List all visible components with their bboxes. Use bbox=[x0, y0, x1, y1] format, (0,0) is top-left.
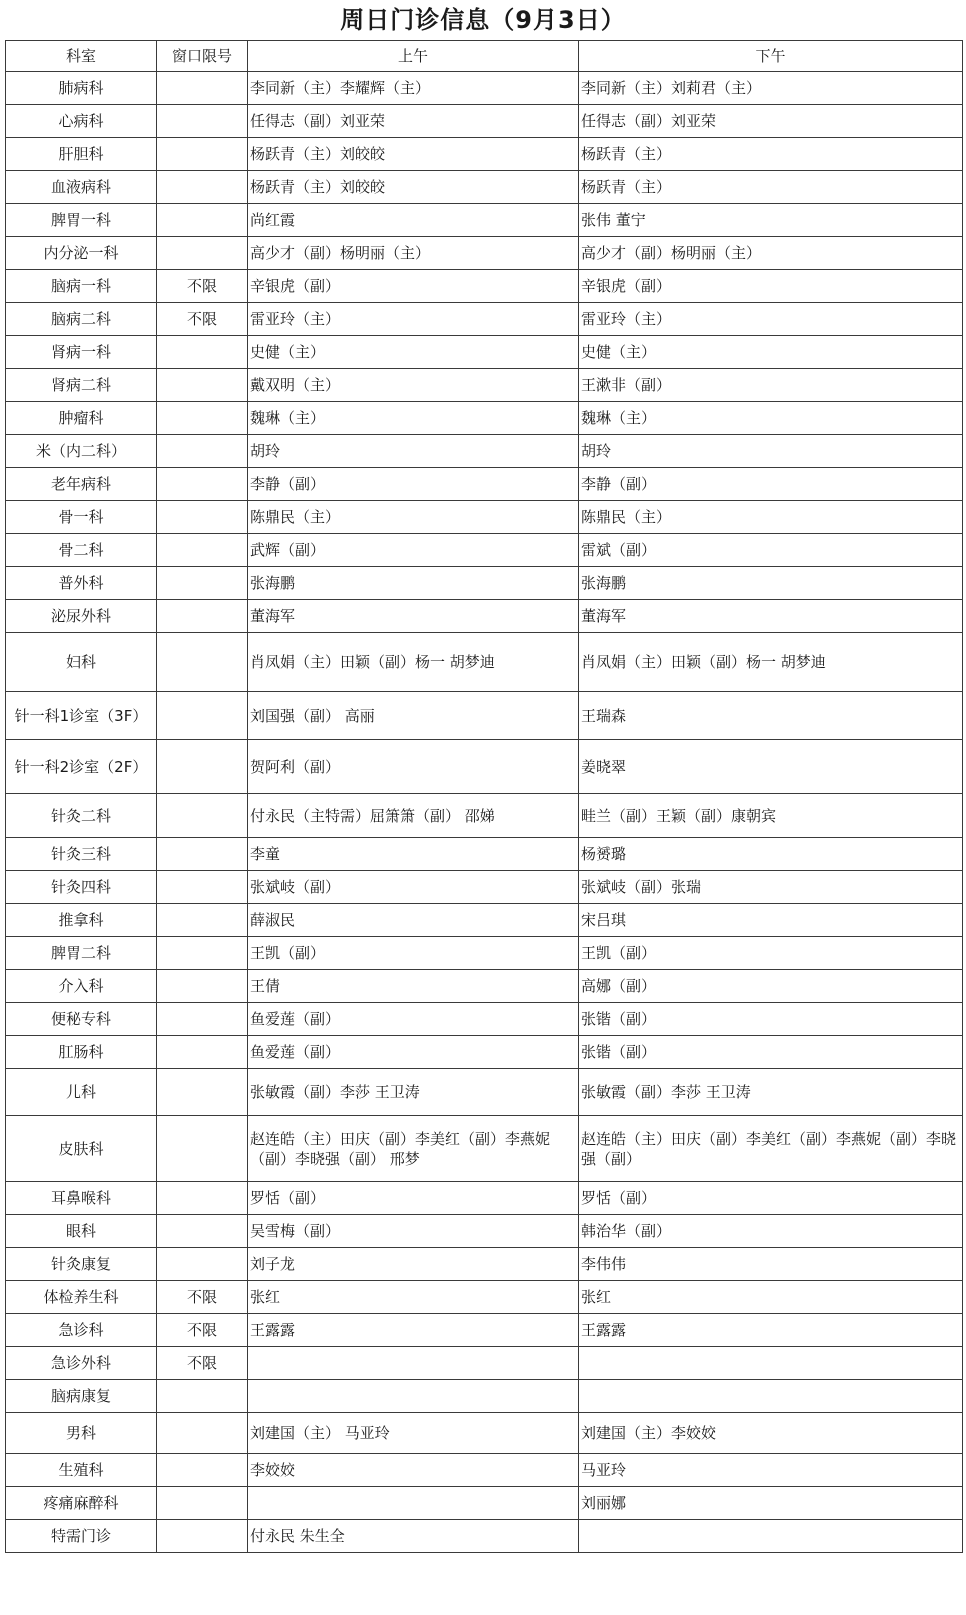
table-row bbox=[6, 1380, 963, 1413]
dept-cell: 针灸二科 bbox=[6, 794, 157, 838]
dept-cell: 急诊科 bbox=[6, 1314, 157, 1347]
afternoon-cell: 李伟伟 bbox=[579, 1248, 963, 1281]
dept-cell: 肝胆科 bbox=[6, 138, 157, 171]
morning-cell bbox=[248, 1487, 579, 1520]
dept-cell: 针一科2诊室（2F） bbox=[6, 740, 157, 794]
morning-cell: 张敏霞（副）李莎 王卫涛 bbox=[248, 1069, 579, 1116]
limit-cell bbox=[157, 402, 248, 435]
table-row bbox=[6, 633, 963, 692]
dept-cell: 儿科 bbox=[6, 1069, 157, 1116]
afternoon-cell: 李静（副） bbox=[579, 468, 963, 501]
dept-cell: 脾胃一科 bbox=[6, 204, 157, 237]
morning-cell: 李静（副） bbox=[248, 468, 579, 501]
dept-cell: 便秘专科 bbox=[6, 1003, 157, 1036]
dept-cell: 肿瘤科 bbox=[6, 402, 157, 435]
header-morning: 上午 bbox=[248, 41, 579, 72]
table-row bbox=[6, 534, 963, 567]
morning-cell bbox=[248, 1380, 579, 1413]
table-row bbox=[6, 904, 963, 937]
table-row bbox=[6, 600, 963, 633]
schedule-body bbox=[6, 72, 963, 1553]
table-row bbox=[6, 105, 963, 138]
afternoon-cell: 刘丽娜 bbox=[579, 1487, 963, 1520]
dept-cell: 介入科 bbox=[6, 970, 157, 1003]
afternoon-cell: 张锴（副） bbox=[579, 1036, 963, 1069]
limit-cell bbox=[157, 105, 248, 138]
dept-cell: 内分泌一科 bbox=[6, 237, 157, 270]
limit-cell bbox=[157, 1248, 248, 1281]
morning-cell: 贺阿利（副） bbox=[248, 740, 579, 794]
dept-cell: 米（内二科） bbox=[6, 435, 157, 468]
header-afternoon: 下午 bbox=[579, 41, 963, 72]
dept-cell: 骨一科 bbox=[6, 501, 157, 534]
limit-cell bbox=[157, 534, 248, 567]
morning-cell: 任得志（副）刘亚荣 bbox=[248, 105, 579, 138]
dept-cell: 针灸三科 bbox=[6, 838, 157, 871]
limit-cell: 不限 bbox=[157, 303, 248, 336]
afternoon-cell: 雷亚玲（主） bbox=[579, 303, 963, 336]
afternoon-cell bbox=[579, 1347, 963, 1380]
table-row bbox=[6, 138, 963, 171]
table-row bbox=[6, 1069, 963, 1116]
table-row bbox=[6, 1314, 963, 1347]
table-row bbox=[6, 1413, 963, 1454]
dept-cell: 特需门诊 bbox=[6, 1520, 157, 1553]
limit-cell bbox=[157, 204, 248, 237]
limit-cell bbox=[157, 692, 248, 740]
dept-cell: 男科 bbox=[6, 1413, 157, 1454]
afternoon-cell: 杨赟璐 bbox=[579, 838, 963, 871]
limit-cell bbox=[157, 794, 248, 838]
limit-cell bbox=[157, 871, 248, 904]
afternoon-cell: 辛银虎（副） bbox=[579, 270, 963, 303]
dept-cell: 心病科 bbox=[6, 105, 157, 138]
limit-cell bbox=[157, 1380, 248, 1413]
limit-cell bbox=[157, 970, 248, 1003]
morning-cell: 杨跃青（主）刘皎皎 bbox=[248, 138, 579, 171]
afternoon-cell: 赵连皓（主）田庆（副）李美红（副）李燕妮（副）李晓强（副） bbox=[579, 1116, 963, 1182]
afternoon-cell: 罗恬（副） bbox=[579, 1182, 963, 1215]
afternoon-cell: 宋吕琪 bbox=[579, 904, 963, 937]
afternoon-cell: 畦兰（副）王颖（副）康朝宾 bbox=[579, 794, 963, 838]
table-row bbox=[6, 501, 963, 534]
limit-cell bbox=[157, 600, 248, 633]
dept-cell: 骨二科 bbox=[6, 534, 157, 567]
table-row bbox=[6, 1215, 963, 1248]
afternoon-cell: 董海军 bbox=[579, 600, 963, 633]
afternoon-cell: 王漱非（副） bbox=[579, 369, 963, 402]
morning-cell: 王倩 bbox=[248, 970, 579, 1003]
limit-cell bbox=[157, 838, 248, 871]
limit-cell bbox=[157, 740, 248, 794]
schedule-table bbox=[5, 40, 963, 1553]
table-row bbox=[6, 1182, 963, 1215]
afternoon-cell: 张锴（副） bbox=[579, 1003, 963, 1036]
afternoon-cell: 李同新（主）刘莉君（主） bbox=[579, 72, 963, 105]
dept-cell: 疼痛麻醉科 bbox=[6, 1487, 157, 1520]
table-row bbox=[6, 204, 963, 237]
table-row bbox=[6, 937, 963, 970]
limit-cell bbox=[157, 1413, 248, 1454]
morning-cell: 武辉（副） bbox=[248, 534, 579, 567]
morning-cell: 魏琳（主） bbox=[248, 402, 579, 435]
afternoon-cell: 肖凤娟（主）田颖（副）杨一 胡梦迪 bbox=[579, 633, 963, 692]
limit-cell bbox=[157, 468, 248, 501]
limit-cell bbox=[157, 904, 248, 937]
table-row bbox=[6, 270, 963, 303]
header-dept: 科室 bbox=[6, 41, 157, 72]
table-row bbox=[6, 1281, 963, 1314]
table-row bbox=[6, 369, 963, 402]
morning-cell: 刘国强（副） 高丽 bbox=[248, 692, 579, 740]
morning-cell: 李姣姣 bbox=[248, 1454, 579, 1487]
limit-cell bbox=[157, 1487, 248, 1520]
header-limit: 窗口限号 bbox=[157, 41, 248, 72]
afternoon-cell: 张敏霞（副）李莎 王卫涛 bbox=[579, 1069, 963, 1116]
limit-cell bbox=[157, 1116, 248, 1182]
morning-cell: 刘建国（主） 马亚玲 bbox=[248, 1413, 579, 1454]
table-row bbox=[6, 567, 963, 600]
morning-cell: 鱼爱莲（副） bbox=[248, 1036, 579, 1069]
afternoon-cell: 张红 bbox=[579, 1281, 963, 1314]
limit-cell bbox=[157, 501, 248, 534]
table-row bbox=[6, 970, 963, 1003]
limit-cell bbox=[157, 171, 248, 204]
table-row bbox=[6, 794, 963, 838]
dept-cell: 肾病二科 bbox=[6, 369, 157, 402]
morning-cell: 李同新（主）李耀辉（主） bbox=[248, 72, 579, 105]
dept-cell: 脑病康复 bbox=[6, 1380, 157, 1413]
header-row bbox=[6, 41, 963, 72]
table-row bbox=[6, 171, 963, 204]
morning-cell: 赵连皓（主）田庆（副）李美红（副）李燕妮（副）李晓强（副） 邢梦 bbox=[248, 1116, 579, 1182]
morning-cell: 张斌岐（副） bbox=[248, 871, 579, 904]
morning-cell bbox=[248, 1347, 579, 1380]
limit-cell: 不限 bbox=[157, 270, 248, 303]
table-row bbox=[6, 303, 963, 336]
dept-cell: 肛肠科 bbox=[6, 1036, 157, 1069]
morning-cell: 刘子龙 bbox=[248, 1248, 579, 1281]
afternoon-cell: 高少才（副）杨明丽（主） bbox=[579, 237, 963, 270]
limit-cell bbox=[157, 1215, 248, 1248]
limit-cell bbox=[157, 937, 248, 970]
limit-cell bbox=[157, 435, 248, 468]
afternoon-cell: 韩治华（副） bbox=[579, 1215, 963, 1248]
dept-cell: 脑病二科 bbox=[6, 303, 157, 336]
limit-cell: 不限 bbox=[157, 1347, 248, 1380]
table-row bbox=[6, 1003, 963, 1036]
table-row bbox=[6, 237, 963, 270]
limit-cell bbox=[157, 1069, 248, 1116]
afternoon-cell: 雷斌（副） bbox=[579, 534, 963, 567]
afternoon-cell: 姜晓翠 bbox=[579, 740, 963, 794]
dept-cell: 针灸四科 bbox=[6, 871, 157, 904]
dept-cell: 泌尿外科 bbox=[6, 600, 157, 633]
limit-cell bbox=[157, 336, 248, 369]
morning-cell: 肖凤娟（主）田颖（副）杨一 胡梦迪 bbox=[248, 633, 579, 692]
table-row bbox=[6, 740, 963, 794]
afternoon-cell: 马亚玲 bbox=[579, 1454, 963, 1487]
morning-cell: 张红 bbox=[248, 1281, 579, 1314]
limit-cell bbox=[157, 1036, 248, 1069]
afternoon-cell: 刘建国（主）李姣姣 bbox=[579, 1413, 963, 1454]
table-row bbox=[6, 1036, 963, 1069]
morning-cell: 王露露 bbox=[248, 1314, 579, 1347]
afternoon-cell: 胡玲 bbox=[579, 435, 963, 468]
afternoon-cell: 魏琳（主） bbox=[579, 402, 963, 435]
afternoon-cell bbox=[579, 1520, 963, 1553]
table-row bbox=[6, 1347, 963, 1380]
morning-cell: 史健（主） bbox=[248, 336, 579, 369]
dept-cell: 脑病一科 bbox=[6, 270, 157, 303]
afternoon-cell: 张伟 董宁 bbox=[579, 204, 963, 237]
limit-cell bbox=[157, 633, 248, 692]
morning-cell: 李童 bbox=[248, 838, 579, 871]
dept-cell: 生殖科 bbox=[6, 1454, 157, 1487]
dept-cell: 老年病科 bbox=[6, 468, 157, 501]
morning-cell: 戴双明（主） bbox=[248, 369, 579, 402]
dept-cell: 急诊外科 bbox=[6, 1347, 157, 1380]
dept-cell: 妇科 bbox=[6, 633, 157, 692]
table-row bbox=[6, 72, 963, 105]
morning-cell: 鱼爱莲（副） bbox=[248, 1003, 579, 1036]
dept-cell: 推拿科 bbox=[6, 904, 157, 937]
limit-cell bbox=[157, 237, 248, 270]
limit-cell bbox=[157, 369, 248, 402]
table-row bbox=[6, 435, 963, 468]
afternoon-cell: 杨跃青（主） bbox=[579, 171, 963, 204]
table-row bbox=[6, 402, 963, 435]
dept-cell: 普外科 bbox=[6, 567, 157, 600]
limit-cell bbox=[157, 1003, 248, 1036]
afternoon-cell: 史健（主） bbox=[579, 336, 963, 369]
afternoon-cell: 高娜（副） bbox=[579, 970, 963, 1003]
table-row bbox=[6, 692, 963, 740]
table-row bbox=[6, 1116, 963, 1182]
afternoon-cell: 任得志（副）刘亚荣 bbox=[579, 105, 963, 138]
morning-cell: 薛淑民 bbox=[248, 904, 579, 937]
dept-cell: 体检养生科 bbox=[6, 1281, 157, 1314]
limit-cell: 不限 bbox=[157, 1314, 248, 1347]
table-row bbox=[6, 1487, 963, 1520]
morning-cell: 王凯（副） bbox=[248, 937, 579, 970]
afternoon-cell: 张斌岐（副）张瑞 bbox=[579, 871, 963, 904]
table-row bbox=[6, 871, 963, 904]
dept-cell: 肺病科 bbox=[6, 72, 157, 105]
limit-cell bbox=[157, 1454, 248, 1487]
morning-cell: 辛银虎（副） bbox=[248, 270, 579, 303]
table-row bbox=[6, 1520, 963, 1553]
dept-cell: 眼科 bbox=[6, 1215, 157, 1248]
afternoon-cell: 陈鼎民（主） bbox=[579, 501, 963, 534]
limit-cell: 不限 bbox=[157, 1281, 248, 1314]
afternoon-cell: 王凯（副） bbox=[579, 937, 963, 970]
page-title: 周日门诊信息（9月3日） bbox=[340, 6, 626, 34]
table-row bbox=[6, 1454, 963, 1487]
limit-cell bbox=[157, 1182, 248, 1215]
table-row bbox=[6, 336, 963, 369]
limit-cell bbox=[157, 72, 248, 105]
morning-cell: 付永民（主特需）屈箫箫（副） 邵娣 bbox=[248, 794, 579, 838]
morning-cell: 杨跃青（主）刘皎皎 bbox=[248, 171, 579, 204]
dept-cell: 皮肤科 bbox=[6, 1116, 157, 1182]
morning-cell: 雷亚玲（主） bbox=[248, 303, 579, 336]
afternoon-cell: 王露露 bbox=[579, 1314, 963, 1347]
morning-cell: 陈鼎民（主） bbox=[248, 501, 579, 534]
dept-cell: 血液病科 bbox=[6, 171, 157, 204]
morning-cell: 董海军 bbox=[248, 600, 579, 633]
afternoon-cell bbox=[579, 1380, 963, 1413]
table-row bbox=[6, 1248, 963, 1281]
table-row bbox=[6, 838, 963, 871]
morning-cell: 吴雪梅（副） bbox=[248, 1215, 579, 1248]
morning-cell: 罗恬（副） bbox=[248, 1182, 579, 1215]
table-row bbox=[6, 468, 963, 501]
afternoon-cell: 张海鹏 bbox=[579, 567, 963, 600]
afternoon-cell: 王瑞森 bbox=[579, 692, 963, 740]
limit-cell bbox=[157, 567, 248, 600]
morning-cell: 尚红霞 bbox=[248, 204, 579, 237]
morning-cell: 付永民 朱生全 bbox=[248, 1520, 579, 1553]
limit-cell bbox=[157, 1520, 248, 1553]
dept-cell: 针一科1诊室（3F） bbox=[6, 692, 157, 740]
morning-cell: 高少才（副）杨明丽（主） bbox=[248, 237, 579, 270]
morning-cell: 胡玲 bbox=[248, 435, 579, 468]
dept-cell: 针灸康复 bbox=[6, 1248, 157, 1281]
dept-cell: 肾病一科 bbox=[6, 336, 157, 369]
dept-cell: 脾胃二科 bbox=[6, 937, 157, 970]
dept-cell: 耳鼻喉科 bbox=[6, 1182, 157, 1215]
afternoon-cell: 杨跃青（主） bbox=[579, 138, 963, 171]
morning-cell: 张海鹏 bbox=[248, 567, 579, 600]
limit-cell bbox=[157, 138, 248, 171]
